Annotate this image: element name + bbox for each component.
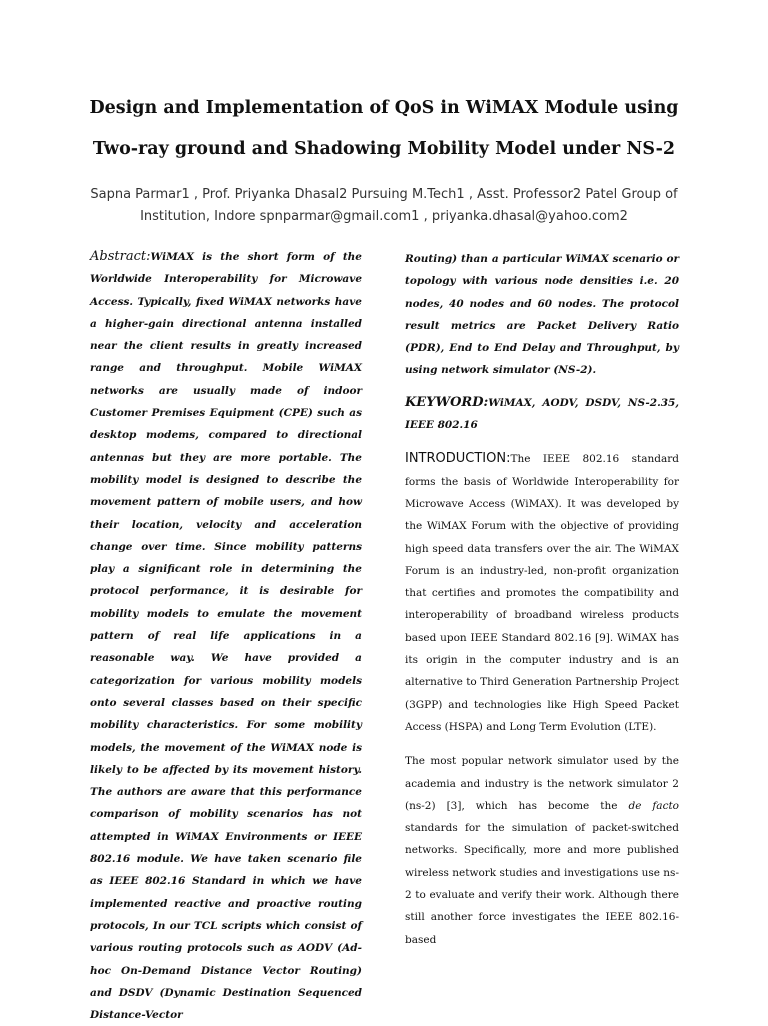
abstract-paragraph: [90, 246, 362, 1026]
introduction-text: The IEEE 802.16 standard forms the basis of Worldwide Interoperability for Microwave Access (WiMAX). It was developed by the WiMAX Forum with the objective of providing high speed data transfers over the air. The WiMAX Forum is an industry-led, non-profit organization that certifies and promotes the compatibility and interoperability of broadband wireless products based upon IEEE Standard 802.16 [9]. WiMAX has its origin in the computer industry and is an alternative to Third Generation Partnership Project (3GPP) and technologies like High Speed Packet Access (HSPA) and Long Term Evolution (LTE).: [405, 453, 679, 733]
abstract-text: WiMAX is the short form of the Worldwide Interoperability for Microwave Access. Typically, fixed WiMAX networks have a higher-gain directional antenna installed near the client results in greatly increased range and throughput. Mobile WiMAX networks are usually made of indoor Customer Premises Equipment (CPE) such as desktop modems, compared to directional antennas but they are more portable. The mobility model is designed to describe the movement pattern of mobile users, and how their location, velocity and acceleration change over time. Since mobility patterns play a significant role in determining the protocol performance, it is desirable for mobility models to emulate the movement pattern of real life applications in a reasonable way. We have provided a categorization for various mobility models onto several classes based on their specific mobility characteristics. For some mobility models, the movement of the WiMAX node is likely to be affected by its movement history. The authors are aware that this performance comparison of mobility scenarios has not attempted in WiMAX Environments or IEEE 802.16 module. We have taken scenario file as IEEE 802.16 Standard in which we have implemented reactive and proactive routing protocols, In our TCL scripts which consist of various routing protocols such as AODV (Ad-hoc On-Demand Distance Vector Routing) and DSDV (Dynamic Destination Sequenced Distance-Vector: [90, 251, 362, 1022]
abstract-continuation: Routing) than a particular WiMAX scenario or topology with various node densities i.e. 20 nodes, 40 nodes and 60 nodes. The protocol result metrics are Packet Delivery Ratio (PDR), End to End Delay and Throughput, by using network simulator (NS-2).: [405, 253, 679, 377]
right-column: [405, 248, 679, 951]
introduction-paragraph: [405, 448, 679, 738]
abstract-heading: Abstract:: [90, 249, 151, 264]
keywords-heading: KEYWORD:: [405, 394, 489, 410]
ns2-text-after: standards for the simulation of packet-switched networks. Specifically, more and more published wireless network studies and investigations use ns-2 to evaluate and verify their work. Although there still another force investigates the IEEE 802.16-based: [405, 822, 679, 946]
author-affiliations: Sapna Parmar1 , Prof. Priyanka Dhasal2 Pursuing M.Tech1 , Asst. Professor2 Patel Group of Institution, Indore spnparmar@gmail.com1 , priyanka.dhasal@yahoo.com2: [90, 187, 678, 224]
ns2-text-before: The most popular network simulator used by the academia and industry is the network simulator 2 (ns-2) [3], which has become the: [405, 755, 679, 812]
introduction-heading: INTRODUCTION:: [405, 451, 511, 467]
ns2-text-italic: de facto: [628, 799, 679, 812]
left-column: [90, 246, 362, 1026]
paper-title: Design and Implementation of QoS in WiMAX Module using Two-ray ground and Shadowing Mobility Model under NS-2: [89, 98, 679, 159]
keywords-paragraph: [405, 392, 679, 437]
keywords-text: WiMAX, AODV, DSDV, NS-2.35, IEEE 802.16: [405, 396, 679, 432]
ns2-paragraph: [405, 750, 679, 951]
